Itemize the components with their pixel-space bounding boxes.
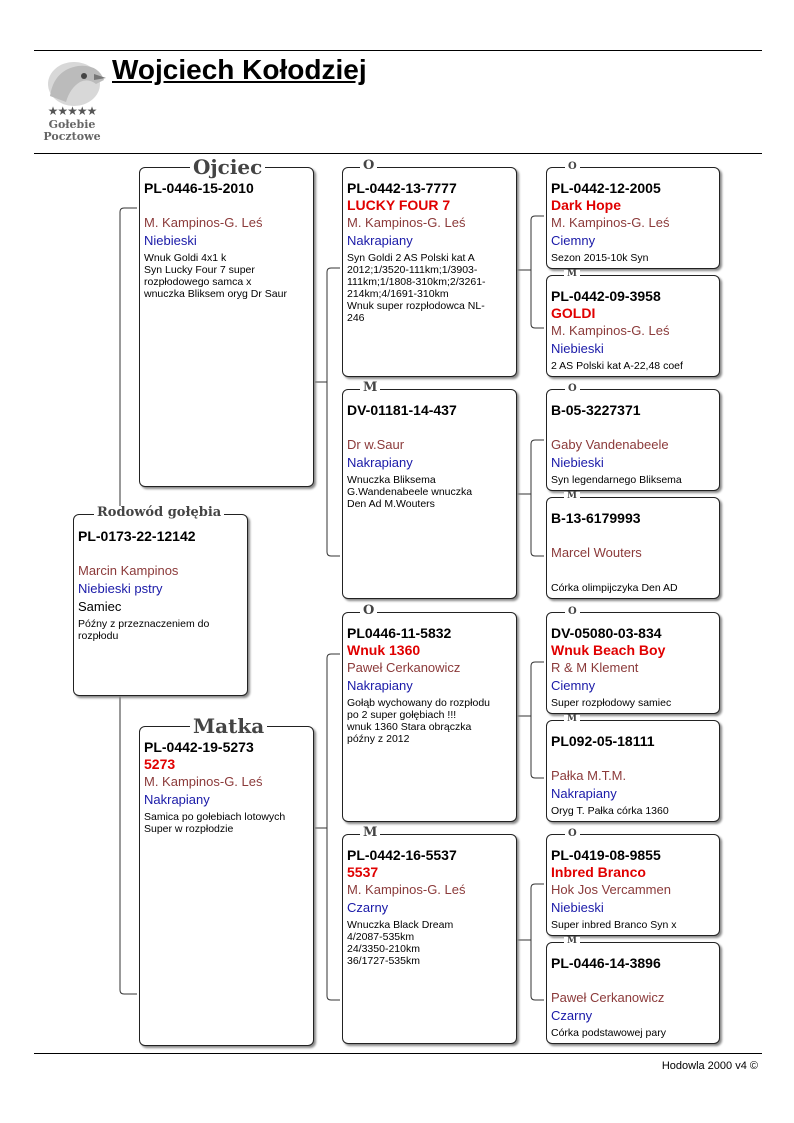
desc-line: Wnuk Goldi 4x1 k xyxy=(144,252,227,264)
ring-number: PL092-05-18111 xyxy=(551,733,655,749)
breeder: Paweł Cerkanowicz xyxy=(551,990,665,1005)
color: Ciemny xyxy=(551,678,596,693)
pigeon-name: Dark Hope xyxy=(551,197,622,213)
breeder: M. Kampinos-G. Leś xyxy=(347,215,466,230)
desc-line: rozpłodowego samca x xyxy=(144,276,252,288)
ring-number: PL-0419-08-9855 xyxy=(551,847,661,863)
logo-line-2: Pocztowe xyxy=(43,130,101,143)
desc-line: wnuk 1360 Stara obrączka xyxy=(347,721,472,733)
sex: Samiec xyxy=(78,599,122,614)
breeder: Dr w.Saur xyxy=(347,437,405,452)
mother-label: Matka xyxy=(190,716,267,736)
pigeon-name: LUCKY FOUR 7 xyxy=(347,197,451,213)
grandfather-paternal-card[interactable] xyxy=(342,167,517,377)
color: Niebieski xyxy=(551,900,604,915)
description xyxy=(347,474,512,510)
pigeon-name xyxy=(78,545,243,562)
owner-name: Wojciech Kołodziej xyxy=(112,54,367,85)
desc-line: 36/1727-535km xyxy=(347,955,420,967)
color: Nakrapiany xyxy=(347,233,413,248)
ffm-label: M xyxy=(564,270,580,279)
description: Sezon 2015-10k Syn xyxy=(551,252,649,264)
description: Oryg T. Pałka córka 1360 xyxy=(551,805,669,817)
desc-line: Wnuczka Bliksema xyxy=(347,474,436,486)
ggp-mfm-card[interactable] xyxy=(546,720,720,822)
desc-line: rozpłodu xyxy=(78,630,119,642)
breeder: Marcel Wouters xyxy=(551,545,642,560)
ggp-mmf-card[interactable] xyxy=(546,834,720,936)
desc-line: Wnuk super rozpłodowca NL- xyxy=(347,300,485,312)
breeder: Gaby Vandenabeele xyxy=(551,437,669,452)
ring-number: PL-0173-22-12142 xyxy=(78,528,196,544)
desc-line: Późny z przeznaczeniem do xyxy=(78,618,210,630)
description xyxy=(78,618,243,642)
description: Córka olimpijczyka Den AD xyxy=(551,582,678,594)
ggp-fff-card[interactable] xyxy=(546,167,720,269)
color: Nakrapiany xyxy=(347,455,413,470)
root-label: Rodowód gołębia xyxy=(94,506,224,519)
color: Nakrapiany xyxy=(551,786,617,801)
ring-number: DV-05080-03-834 xyxy=(551,625,662,641)
color: Niebieski xyxy=(144,233,197,248)
pigeon-name xyxy=(551,419,715,436)
description xyxy=(144,811,309,835)
description: Super inbred Branco Syn x xyxy=(551,919,677,931)
ff-label: O xyxy=(360,159,377,172)
ggp-fmm-card[interactable] xyxy=(546,497,720,599)
breeder: M. Kampinos-G. Leś xyxy=(144,215,263,230)
description xyxy=(144,252,309,300)
description: Super rozpłodowy samiec xyxy=(551,697,672,709)
desc-line: Gołąb wychowany do rozpłodu xyxy=(347,697,491,709)
ggp-ffm-card[interactable] xyxy=(546,275,720,377)
mmm-label: M xyxy=(564,937,580,946)
desc-line: G.Wandenabeele wnuczka xyxy=(347,486,473,498)
desc-line: 24/3350-210km xyxy=(347,943,420,955)
color: Niebieski xyxy=(551,341,604,356)
grandmother-paternal-card[interactable] xyxy=(342,389,517,599)
desc-line: Syn Lucky Four 7 super xyxy=(144,264,255,276)
pigeon-name xyxy=(144,197,309,214)
ggp-mmm-card[interactable] xyxy=(546,942,720,1044)
ring-number: B-13-6179993 xyxy=(551,510,641,526)
mother-card[interactable] xyxy=(139,726,314,1046)
ring-number: PL-0442-09-3958 xyxy=(551,288,661,304)
description: Córka podstawowej pary xyxy=(551,1027,666,1039)
desc-line: Super w rozpłodzie xyxy=(144,823,234,835)
ring-number: PL-0442-16-5537 xyxy=(347,847,457,863)
mff-label: O xyxy=(565,607,580,617)
logo-stars: ★★★★★ xyxy=(47,104,97,118)
pigeon-name: 5273 xyxy=(144,756,176,772)
ring-number: DV-01181-14-437 xyxy=(347,402,457,418)
color: Ciemny xyxy=(551,233,596,248)
breeder: Marcin Kampinos xyxy=(78,563,179,578)
ring-number: PL-0442-19-5273 xyxy=(144,739,254,755)
breeder: Paweł Cerkanowicz xyxy=(347,660,461,675)
color: Niebieski pstry xyxy=(78,581,163,596)
footer-credit: Hodowla 2000 v4 © xyxy=(661,1060,758,1072)
ggp-fmf-card[interactable] xyxy=(546,389,720,491)
mfm-label: M xyxy=(564,715,580,724)
desc-line: 111km;1/1808-310km;2/3261- xyxy=(347,276,486,288)
breeder: M. Kampinos-G. Leś xyxy=(144,774,263,789)
grandmother-maternal-card[interactable] xyxy=(342,834,517,1044)
fmf-label: O xyxy=(565,384,580,394)
desc-line: 2012;1/3520-111km;1/3903- xyxy=(347,264,478,276)
fff-label: O xyxy=(565,162,580,172)
father-card[interactable] xyxy=(139,167,314,487)
pigeon-name xyxy=(347,419,512,436)
ggp-mff-card[interactable] xyxy=(546,612,720,714)
ring-number: B-05-3227371 xyxy=(551,402,641,418)
color: Nakrapiany xyxy=(347,678,413,693)
breeder: M. Kampinos-G. Leś xyxy=(551,215,670,230)
mmf-label: O xyxy=(565,829,580,839)
color: Nakrapiany xyxy=(144,792,210,807)
breeder: M. Kampinos-G. Leś xyxy=(347,882,466,897)
desc-line: Samica po gołebiach lotowych xyxy=(144,811,286,823)
fmm-label: M xyxy=(564,492,580,501)
breeder: Pałka M.T.M. xyxy=(551,768,627,783)
description xyxy=(347,252,512,324)
pigeon-name: Wnuk Beach Boy xyxy=(551,642,666,658)
color: Czarny xyxy=(551,1008,593,1023)
color: Czarny xyxy=(347,900,389,915)
pigeon-name: Wnuk 1360 xyxy=(347,642,421,658)
desc-line: 4/2087-535km xyxy=(347,931,415,943)
ring-number: PL-0442-13-7777 xyxy=(347,180,457,196)
desc-line: 214km;4/1691-310km xyxy=(347,288,449,300)
pigeon-name: Inbred Branco xyxy=(551,864,646,880)
ring-number: PL0446-11-5832 xyxy=(347,625,452,641)
description: 2 AS Polski kat A-22,48 coef xyxy=(551,360,683,372)
description xyxy=(347,697,512,745)
description xyxy=(347,919,512,967)
desc-line: Den Ad M.Wouters xyxy=(347,498,435,510)
father-label: Ojciec xyxy=(190,157,265,177)
mf-label: O xyxy=(360,604,377,617)
desc-line: 246 xyxy=(347,312,365,324)
ring-number: PL-0442-12-2005 xyxy=(551,180,661,196)
mm-label: M xyxy=(360,826,380,839)
pigeon-name xyxy=(551,527,715,544)
pigeon-name: GOLDI xyxy=(551,305,596,321)
ring-number: PL-0446-14-3896 xyxy=(551,955,661,971)
pigeon-name: 5537 xyxy=(347,864,379,880)
breeder: M. Kampinos-G. Leś xyxy=(551,323,670,338)
color xyxy=(551,562,715,580)
desc-line: późny z 2012 xyxy=(347,733,410,745)
logo-line-1: Gołebie xyxy=(48,118,96,131)
desc-line: Syn Goldi 2 AS Polski kat A xyxy=(347,252,475,264)
root-pigeon-card[interactable] xyxy=(73,514,248,696)
breeder: R & M Klement xyxy=(551,660,639,675)
description: Syn legendarnego Bliksema xyxy=(551,474,682,486)
desc-line: wnuczka Bliksem oryg Dr Saur xyxy=(144,288,287,300)
pigeon-name xyxy=(551,972,715,989)
ring-number: PL-0446-15-2010 xyxy=(144,180,254,196)
pigeon-name xyxy=(551,750,715,767)
grandfather-maternal-card[interactable] xyxy=(342,612,517,822)
fm-label: M xyxy=(360,381,380,394)
desc-line: Wnuczka Black Dream xyxy=(347,919,454,931)
color: Niebieski xyxy=(551,455,604,470)
breeder: Hok Jos Vercammen xyxy=(551,882,671,897)
desc-line: po 2 super gołębiach !!! xyxy=(347,709,457,721)
